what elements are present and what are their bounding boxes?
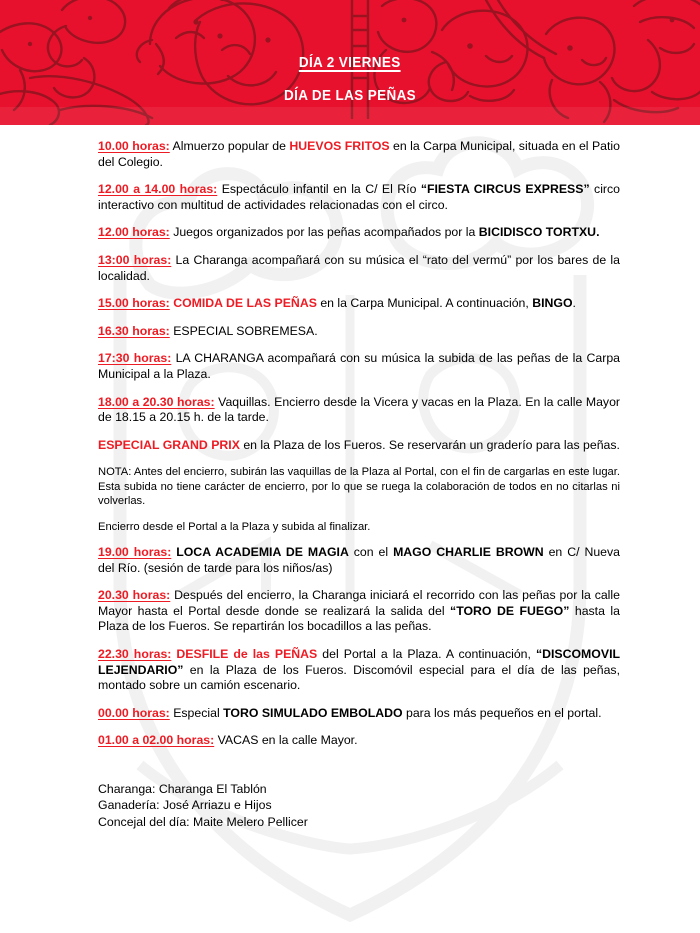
credits-block xyxy=(0,761,700,831)
entry-text-segment: hasta la Plaza de los Fueros. Se repartirán los bocadillos a las peñas. xyxy=(98,603,620,634)
program-entry-encierro-portal-plaza xyxy=(98,520,620,534)
program-entry-loca-academia-de-magia xyxy=(98,545,620,576)
program-entry-vaquillas-encierro xyxy=(98,395,620,426)
entry-text-segment: NOTA: Antes del encierro, subirán las vaquillas de la Plaza al Portal, con el fin de cargarlas en este lugar. Esta subida no tiene carácter de encierro, por lo que se ruega la colaboración de todos en no citarlas ni volverlas. xyxy=(98,466,620,508)
entry-time-label: 22.30 horas: xyxy=(98,646,172,661)
entry-time-label: 12.00 horas: xyxy=(98,225,170,240)
entry-text-segment: circo interactivo con multitud de actividades relacionadas con el circo. xyxy=(98,182,621,212)
entry-text-segment: HUEVOS FRITOS xyxy=(289,139,390,153)
program-entry-charanga-rato-del-vermu xyxy=(98,253,620,284)
credit-line: Charanga: Charanga El Tablón xyxy=(98,781,267,796)
entry-text-segment: Especial xyxy=(169,705,224,720)
entry-text-segment: ESPECIAL SOBREMESA. xyxy=(169,323,318,338)
entry-text-segment: Después del encierro, la Charanga iniciará el recorrido con las peñas por la calle Mayor hasta el Portal desde donde se realizará la salida del xyxy=(98,588,620,618)
entry-time-label: 01.00 a 02.00 horas: xyxy=(98,733,215,748)
entry-time-label: 20.30 horas: xyxy=(98,588,171,603)
entry-text-segment: BINGO xyxy=(532,296,573,311)
entry-text-segment: MAGO CHARLIE BROWN xyxy=(393,544,544,559)
entry-text-segment: DESFILE de las PEÑAS xyxy=(171,646,318,661)
program-entry-charanga-subida-penas xyxy=(98,351,620,382)
entry-time-label: 12.00 a 14.00 horas: xyxy=(98,182,218,197)
entry-text-segment: ESPECIAL GRAND PRIX xyxy=(98,437,240,452)
entry-text-segment: LA CHARANGA acompañará con su música la subida de las peñas de la Carpa Municipal a la Plaza. xyxy=(98,351,621,381)
entry-text-segment: TORO SIMULADO EMBOLADO xyxy=(223,705,403,720)
program-entry-juegos-penas-bicidisco xyxy=(98,225,620,241)
entry-time-label: 00.00 horas: xyxy=(98,705,170,720)
entry-text-segment: COMIDA DE LAS PEÑAS xyxy=(169,296,317,311)
program-entry-toro-simulado-embolado xyxy=(98,706,620,722)
entry-text-segment: “TORO DE FUEGO” xyxy=(450,603,570,618)
program-entry-vacas-calle-mayor xyxy=(98,733,620,749)
program-entry-especial-sobremesa xyxy=(98,324,620,340)
program-entry-list xyxy=(0,125,700,749)
entry-text-segment: . xyxy=(572,296,576,311)
program-entry-fiesta-circus-express xyxy=(98,182,620,213)
page-subtitle: DÍA DE LAS PEÑAS xyxy=(283,88,417,104)
entry-text-segment: “DISCOMOVIL LEJENDARIO” xyxy=(98,646,620,677)
program-entry-comida-de-las-penas xyxy=(98,296,620,312)
entry-time-label: 10.00 horas: xyxy=(98,139,170,153)
program-entry-nota-encierro xyxy=(98,465,620,508)
entry-text-segment: con el xyxy=(348,544,394,559)
entry-text-segment: LOCA ACADEMIA DE MAGIA xyxy=(171,544,349,559)
entry-text-segment: VACAS en la calle Mayor. xyxy=(214,733,358,748)
entry-time-label: 16.30 horas: xyxy=(98,323,170,338)
entry-time-label: 17:30 horas: xyxy=(98,351,172,366)
entry-text-segment: Encierro desde el Portal a la Plaza y subida al finalizar. xyxy=(98,520,371,533)
entry-time-label: 15.00 horas: xyxy=(98,296,170,311)
program-entry-especial-grand-prix xyxy=(98,438,620,454)
entry-text-segment: Juegos organizados por las peñas acompañados por la xyxy=(169,225,479,240)
entry-text-segment: para los más pequeños en el portal. xyxy=(402,705,602,720)
entry-text-segment: en la Plaza de los Fueros. Discomóvil especial para el día de las peñas, montado sobre un camión escenario. xyxy=(98,662,620,693)
credit-line: Ganadería: José Arriazu e Hijos xyxy=(98,798,272,813)
entry-time-label: 13:00 horas: xyxy=(98,252,172,267)
entry-text-segment: en la Carpa Municipal, situada en el Patio del Colegio. xyxy=(98,139,620,169)
entry-text-segment: en la Carpa Municipal. A continuación, xyxy=(316,296,533,311)
banner-text-block xyxy=(0,0,700,125)
entry-text-segment: Vaquillas. Encierro desde la Vicera y vacas en la Plaza. En la calle Mayor de 18.15 a 20.15 h. de la tarde. xyxy=(98,394,621,425)
credit-line: Concejal del día: Maite Melero Pellicer xyxy=(98,814,308,829)
page-title: DÍA 2 VIERNES xyxy=(299,55,401,71)
entry-text-segment: del Portal a la Plaza. A continuación, xyxy=(317,646,536,661)
entry-text-segment: Almuerzo popular de xyxy=(169,139,290,153)
program-entry-desfile-de-las-penas xyxy=(98,647,620,694)
entry-time-label: 18.00 a 20.30 horas: xyxy=(98,394,215,409)
entry-text-segment: en la Plaza de los Fueros. Se reservarán un graderío para las peñas. xyxy=(239,437,620,452)
entry-text-segment: BICIDISCO TORTXU. xyxy=(478,225,600,240)
program-entry-almuerzo-huevos-fritos xyxy=(98,139,620,170)
entry-text-segment: Espectáculo infantil en la C/ El Río xyxy=(217,182,421,197)
entry-time-label: 19.00 horas: xyxy=(98,544,172,559)
entry-text-segment: “FIESTA CIRCUS EXPRESS” xyxy=(420,182,590,197)
entry-text-segment: en C/ Nueva del Río. (sesión de tarde para los niños/as) xyxy=(98,544,620,575)
entry-text-segment: La Charanga acompañará con su música el “rato del vermú” por los bares de la localidad. xyxy=(98,252,620,283)
page-header-banner xyxy=(0,0,700,125)
program-entry-toro-de-fuego xyxy=(98,588,620,635)
